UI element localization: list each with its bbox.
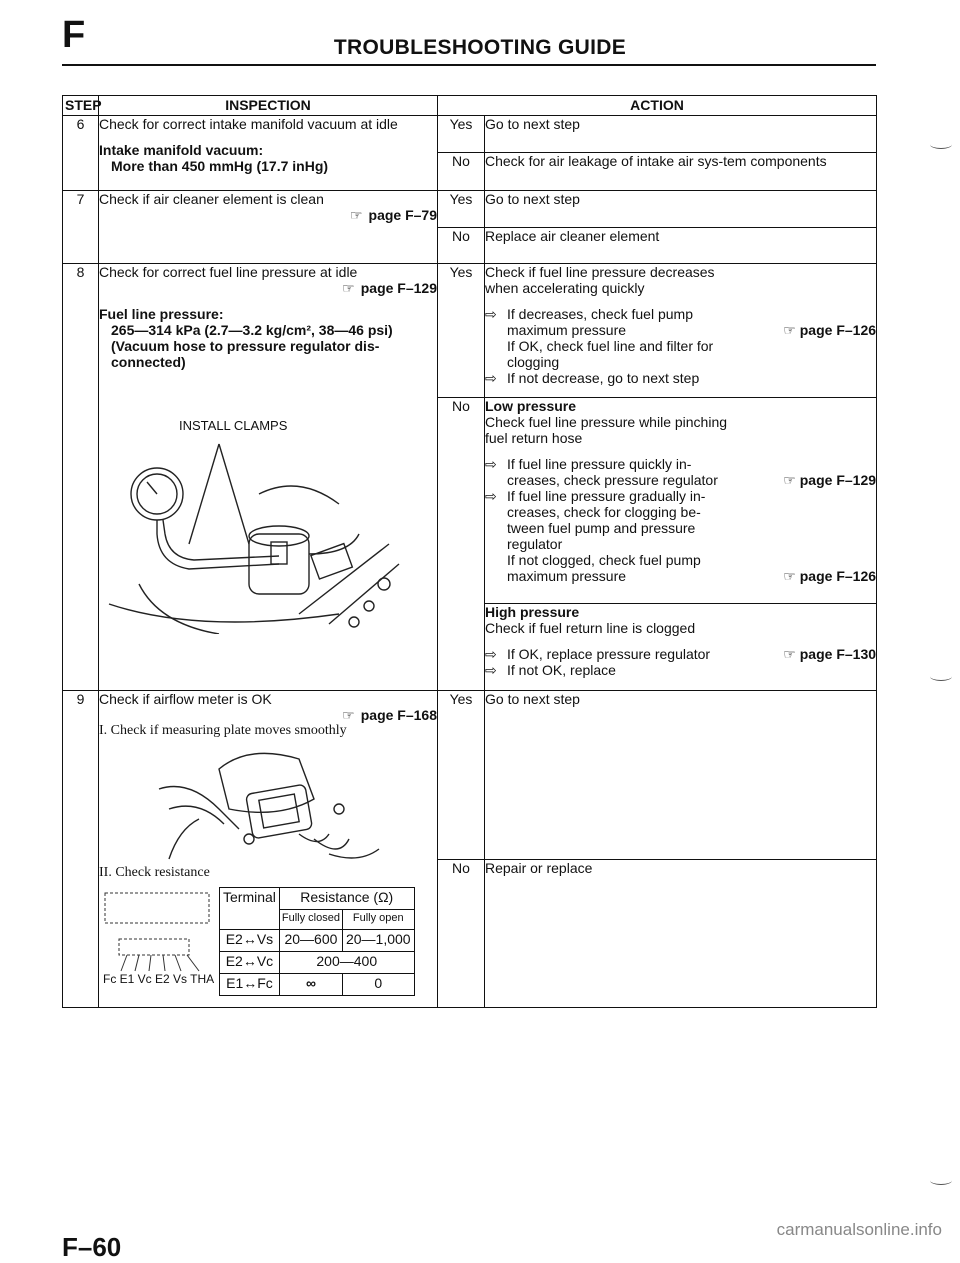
table-row <box>220 952 415 974</box>
hollow-arrow-icon: ⇨ <box>485 456 497 472</box>
step-6-yes-row <box>63 116 877 153</box>
step-6-no-action: Check for air leakage of intake air sys-tem components <box>485 153 877 191</box>
high-item-1 <box>485 646 876 662</box>
step-6-spec-label: Intake manifold vacuum: <box>99 142 264 158</box>
low-a2-l3: tween fuel pump and pressure <box>507 520 696 536</box>
res-header-closed: Fully closed <box>279 910 342 930</box>
hand-pointer-icon: ☞ <box>342 280 355 296</box>
step-8-yes-a1-l2: maximum pressure <box>507 322 627 338</box>
step-9-ref-text: page F–168 <box>360 707 437 723</box>
step-9-inspection <box>99 691 438 1008</box>
page-number: F–60 <box>62 1232 122 1262</box>
step-7-number: 7 <box>63 191 99 264</box>
low-a2-l5: If not clogged, check fuel pump <box>507 552 701 568</box>
high-a1: If OK, replace pressure regulator <box>507 646 711 662</box>
res-closed-cell: ∞ <box>279 974 342 996</box>
step-8-inspect-text: Check for correct fuel line pressure at idle <box>99 264 358 280</box>
airflow-meter-illustration <box>99 739 419 865</box>
high-a2: If not OK, replace <box>507 662 616 678</box>
step-9-page-ref <box>99 707 437 723</box>
low-a1-ref <box>758 472 876 488</box>
fuel-pressure-gauge-illustration <box>99 434 419 634</box>
step-8-yes-l1: Check if fuel line pressure decreases <box>485 264 715 280</box>
res-closed-cell: 20—600 <box>279 930 342 952</box>
step-9-sub2: II. Check resistance <box>99 865 210 880</box>
res-open-cell: 0 <box>342 974 414 996</box>
low-a2-l2: creases, check for clogging be- <box>507 504 701 520</box>
step-9-no: No <box>438 860 485 1008</box>
res-both-cell: 200—400 <box>279 952 414 974</box>
low-a1-ref-text: page F–129 <box>799 472 877 488</box>
watermark: carmanualsonline.info <box>776 1220 942 1239</box>
low-item-1-cont <box>485 472 876 488</box>
step-7-ref-text: page F–79 <box>368 207 437 223</box>
low-a2-l6: maximum pressure <box>507 568 627 584</box>
step-8-yes-row <box>63 264 877 398</box>
hollow-arrow-icon: ⇨ <box>485 646 497 662</box>
step-9-yes-action: Go to next step <box>485 691 877 860</box>
step-8-no: No <box>438 398 485 691</box>
high-a1-ref-text: page F–130 <box>799 646 877 662</box>
low-pressure-title: Low pressure <box>485 398 577 414</box>
step-8-ref-text: page F–129 <box>360 280 437 296</box>
res-header-terminal: Terminal <box>220 888 280 930</box>
step-7-inspect-text: Check if air cleaner element is clean <box>99 191 324 207</box>
step-8-spec-label: Fuel line pressure: <box>99 306 224 322</box>
hollow-arrow-icon: ⇨ <box>485 662 497 678</box>
step-8-yes-item-1 <box>485 306 876 322</box>
step-9-number: 9 <box>63 691 99 1008</box>
step-8-spec-l2: (Vacuum hose to pressure regulator dis- <box>111 338 380 354</box>
section-letter: F <box>62 14 86 56</box>
step-9-inspect-text: Check if airflow meter is OK <box>99 691 272 707</box>
step-6-yes-action: Go to next step <box>485 116 877 153</box>
hollow-arrow-icon: ⇨ <box>485 370 497 386</box>
page-title: TROUBLESHOOTING GUIDE <box>333 36 627 59</box>
res-terminal-cell: E2↔Vs <box>220 930 280 952</box>
low-item-2-cont <box>485 568 876 584</box>
low-a2-l1: If fuel line pressure gradually in- <box>507 488 706 504</box>
step-9-sub1: I. Check if measuring plate moves smoothly <box>99 723 347 738</box>
step-8-page-ref <box>99 280 437 296</box>
low-a2-ref-text: page F–126 <box>799 568 877 584</box>
hand-pointer-icon: ☞ <box>783 646 800 662</box>
col-action-header: ACTION <box>438 96 877 116</box>
resistance-check-area <box>99 887 437 996</box>
step-8-yes-a1-l4: clogging <box>507 354 560 370</box>
step-6-yes: Yes <box>438 116 485 153</box>
step-8-number: 8 <box>63 264 99 691</box>
step-8-yes-a1-l1: If decreases, check fuel pump <box>507 306 693 322</box>
high-item-2 <box>485 662 876 678</box>
low-item-1 <box>485 456 876 472</box>
table-row <box>220 930 415 952</box>
step-7-page-ref <box>99 207 437 223</box>
hand-pointer-icon: ☞ <box>783 322 800 338</box>
step-8-yes-item-2 <box>485 370 876 386</box>
low-a2-l4: regulator <box>507 536 563 552</box>
high-a1-ref <box>758 646 876 662</box>
step-8-spec-l1: 265—314 kPa (2.7—3.2 kg/cm², 38—46 psi) <box>111 322 393 338</box>
step-6-inspection <box>99 116 438 191</box>
step-6-number: 6 <box>63 116 99 191</box>
hand-pointer-icon: ☞ <box>783 472 800 488</box>
table-header-row <box>63 96 877 116</box>
step-8-yes-item-1-cont <box>485 322 876 338</box>
low-a2-ref <box>758 568 876 584</box>
step-8-yes-a2: If not decrease, go to next step <box>507 370 700 386</box>
res-terminal-cell: E1↔Fc <box>220 974 280 996</box>
low-item-2 <box>485 488 876 504</box>
step-8-high-pressure-action <box>485 604 877 691</box>
step-9-yes-row <box>63 691 877 860</box>
scan-edge-mark <box>930 672 952 681</box>
low-pressure-l1: Check fuel line pressure while pinching <box>485 414 728 430</box>
scan-edge-mark <box>930 140 952 149</box>
resistance-table <box>219 887 415 996</box>
low-a1-l2: creases, check pressure regulator <box>507 472 718 488</box>
step-8-yes-a1-ref-text: page F–126 <box>799 322 877 338</box>
step-7-no: No <box>438 228 485 264</box>
step-8-low-pressure-action <box>485 398 877 604</box>
connector-terminal-labels: Fc E1 Vc E2 Vs THA <box>103 972 215 986</box>
step-9-no-action: Repair or replace <box>485 860 877 1008</box>
table-row <box>220 974 415 996</box>
res-terminal-cell: E2↔Vc <box>220 952 280 974</box>
step-8-yes-a1-l3: If OK, check fuel line and filter for <box>507 338 714 354</box>
step-7-yes-row <box>63 191 877 228</box>
step-6-spec-value: More than 450 mmHg (17.7 inHg) <box>111 158 329 174</box>
connector-illustration <box>99 887 219 977</box>
step-6-no: No <box>438 153 485 191</box>
high-pressure-title: High pressure <box>485 604 580 620</box>
low-a1-l1: If fuel line pressure quickly in- <box>507 456 692 472</box>
step-8-yes-l2: when accelerating quickly <box>485 280 645 296</box>
step-8-spec-l3: connected) <box>111 354 186 370</box>
step-7-yes-action: Go to next step <box>485 191 877 228</box>
res-open-cell: 20—1,000 <box>342 930 414 952</box>
install-clamps-label: INSTALL CLAMPS <box>179 418 288 433</box>
col-inspection-header: INSPECTION <box>99 96 438 116</box>
step-8-inspection <box>99 264 438 691</box>
step-7-inspection <box>99 191 438 264</box>
hollow-arrow-icon: ⇨ <box>485 488 497 504</box>
res-header-open: Fully open <box>342 910 414 930</box>
header-rule <box>62 64 876 66</box>
step-6-inspect-text: Check for correct intake manifold vacuum at idle <box>99 116 398 132</box>
step-9-yes: Yes <box>438 691 485 860</box>
hollow-arrow-icon: ⇨ <box>485 306 497 322</box>
step-7-no-action: Replace air cleaner element <box>485 228 877 264</box>
scan-edge-mark <box>930 1176 952 1185</box>
troubleshooting-table <box>62 95 877 1008</box>
res-header-resistance: Resistance (Ω) <box>279 888 414 910</box>
step-8-yes: Yes <box>438 264 485 398</box>
step-8-yes-action <box>485 264 877 398</box>
col-step-header: STEP <box>63 96 99 116</box>
connector-figure <box>99 887 219 996</box>
step-8-yes-a1-ref <box>758 322 876 338</box>
hand-pointer-icon: ☞ <box>783 568 800 584</box>
high-pressure-l1: Check if fuel return line is clogged <box>485 620 696 636</box>
low-pressure-l2: fuel return hose <box>485 430 583 446</box>
hand-pointer-icon: ☞ <box>349 207 363 223</box>
hand-pointer-icon: ☞ <box>342 707 355 723</box>
step-7-yes: Yes <box>438 191 485 228</box>
